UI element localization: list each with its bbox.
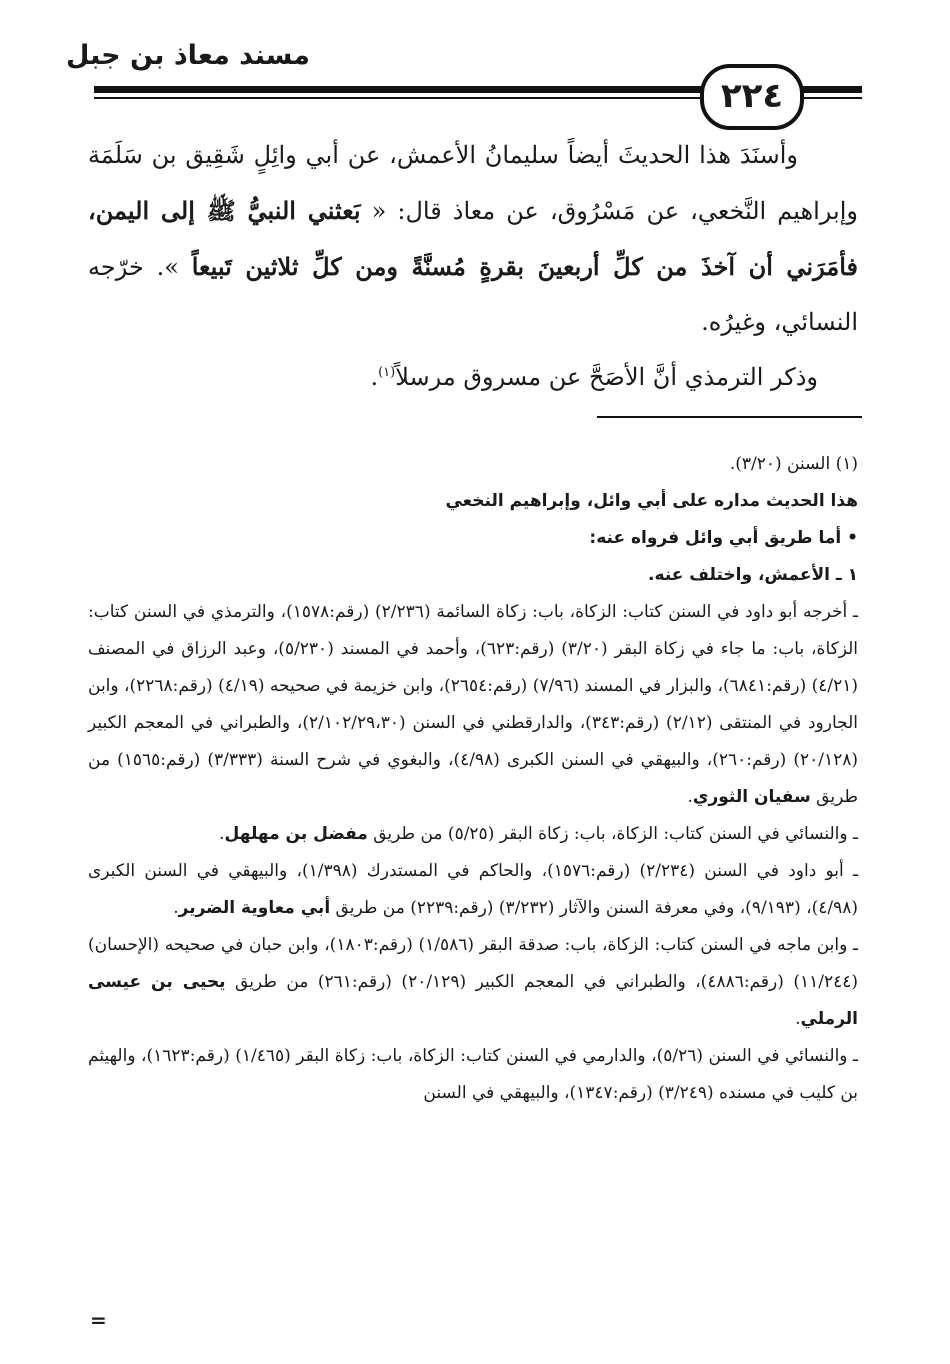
hadith-quote: بَعثني النبيُّ ﷺ إلى اليمن، فأمَرَني أن آخذَ من كلِّ أربعينَ بقرةٍ مُسنَّةً ومن كلِّ ثلاثين تَبيعاً	[88, 196, 858, 281]
footnote-paragraph-1	[88, 594, 858, 816]
text-run: .	[687, 787, 693, 807]
page-number: ٢٢٤	[700, 64, 804, 130]
main-paragraph-2	[88, 350, 858, 405]
continuation-mark: =	[90, 1308, 107, 1332]
narrator-name: يحيى بن عيسى الرملي	[88, 972, 858, 1029]
text-run: .	[219, 824, 225, 844]
running-title: مسند معاذ بن جبل	[66, 40, 310, 71]
text-run: ـ وابن ماجه في السنن كتاب: الزكاة، باب: صدقة البقر (١/٥٨٦) (رقم:١٨٠٣)، وابن حبان في صحيحه (الإحسان) (١١/٢٤٤) (رقم:٤٨٨٦)، والطبراني في المعجم الكبير (٢٠/١٢٩) (رقم:٢٦١) من طريق	[88, 935, 859, 992]
text-run: ـ أبو داود في السنن (٢/٢٣٤) (رقم:١٥٧٦)، والحاكم في المستدرك (١/٣٩٨)، والبيهقي في السنن الكبرى (٤/٩٨)، (٩/١٩٣)، وفي معرفة السنن والآثار (٣/٢٣٢) (رقم:٢٢٣٩) من طريق	[88, 861, 858, 918]
narrator-name: سفيان الثوري	[692, 787, 811, 807]
text-run: .	[173, 898, 179, 918]
footnote-separator	[597, 416, 862, 418]
footnote-paragraph-4	[88, 927, 858, 1038]
narrator-name: أبي معاوية الضرير	[178, 898, 331, 918]
footnote-heading-1: هذا الحديث مداره على أبي وائل، وإبراهيم النخعي	[445, 491, 858, 511]
text-run: .	[795, 1009, 801, 1029]
text-run: ـ أخرجه أبو داود في السنن كتاب: الزكاة، باب: زكاة السائمة (٢/٢٣٦) (رقم:١٥٧٨)، والترمذي في السنن كتاب: الزكاة، باب: ما جاء في زكاة البقر (٣/٢٠) (رقم:٦٢٣)، وأحمد في المسند (٥/٢٣٠)، وعبد الرزاق في المصنف (٤/٢١) (رقم:٦٨٤١)، والبزار في المسند (٧/٩٦) (رقم:٢٦٥٤)، وابن خزيمة في صحيحه (٤/١٩) (رقم:٢٢٦٨)، وابن الجارود في المنتقى (٢/١٢) (رقم:٣٤٣)، والدارقطني في السنن (٢/١٠٢/٢٩،٣٠)، والطبراني في المعجم الكبير (٢٠/١٢٨) (رقم:٢٦٠)، والبيهقي في السنن الكبرى (٤/٩٨)، والبغوي في شرح السنة (٣/٣٣٣) (رقم:١٥٦٥) من طريق	[88, 602, 859, 807]
footnote-paragraph-2	[88, 816, 858, 853]
footnote-heading-2: • أما طريق أبي وائل فرواه عنه:	[88, 520, 858, 557]
main-text	[88, 128, 858, 405]
main-paragraph-1	[88, 128, 858, 350]
text-run: .	[370, 363, 379, 391]
narrator-name: مفضل بن مهلهل	[224, 824, 368, 844]
text-run: وذكر الترمذي أنَّ الأصَحَّ عن مسروق مرسلاً	[395, 363, 818, 391]
footnote-heading-3: ١ ـ الأعمش، واختلف عنه.	[648, 565, 858, 585]
footnote-paragraph-3	[88, 853, 858, 927]
text-run: ـ والنسائي في السنن كتاب: الزكاة، باب: زكاة البقر (٥/٢٥) من طريق	[367, 824, 858, 844]
footnotes	[88, 446, 858, 1112]
text-run: وأسنَدَ هذا الحديثَ أيضاً سليمانُ الأعمش، عن أبي وائِلٍ شَقِيق بن سَلَمَة وإبراهيم النَّخعي، عن مَسْرُوق، عن معاذ قال: «	[88, 141, 858, 225]
footnote-paragraph-5: ـ والنسائي في السنن (٥/٢٦)، والدارمي في السنن كتاب: الزكاة، باب: زكاة البقر (١/٤٦٥) (رقم:١٦٢٣)، والهيثم بن كليب في مسنده (٣/٢٤٩) (رقم:١٣٤٧)، والبيهقي في السنن	[88, 1046, 858, 1103]
text-run: ». خرّجه النسائي، وغيرُه.	[88, 253, 858, 336]
footnote-1: (١) السنن (٣/٢٠).	[729, 454, 858, 474]
footnote-ref: (١)	[378, 365, 396, 380]
